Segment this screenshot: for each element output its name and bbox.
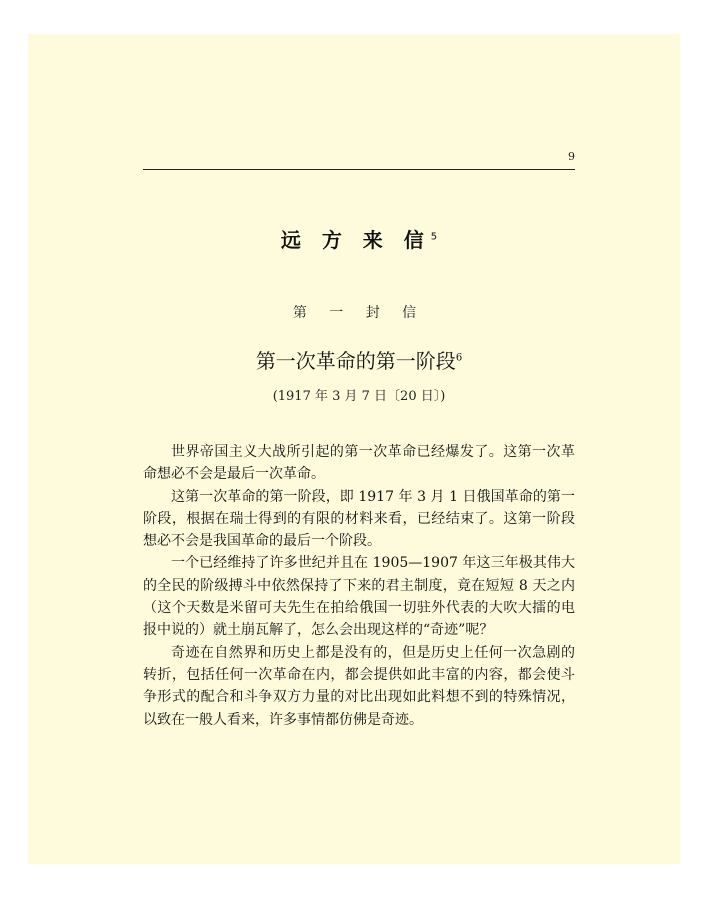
section-subtitle	[143, 345, 575, 374]
paragraph: 世界帝国主义大战所引起的第一次革命已经爆发了。这第一次革命想必不会是最后一次革命。	[143, 444, 575, 483]
paragraph: 奇迹在自然界和历史上都是没有的，但是历史上任何一次急剧的转折，包括任何一次革命在内，都会提供如此丰富的内容，都会使斗争形式的配合和斗争双方力量的对比出现如此料想不到的特殊情况，以致在一般人看来，许多事情都仿佛是奇迹。	[143, 644, 575, 728]
letter-number: 第 一 封 信	[292, 305, 426, 321]
chapter-title-text: 远 方 来 信	[280, 228, 431, 252]
paragraph: 一个已经维持了许多世纪并且在 1905—1907 年这三年极其伟大的全民的阶级搏斗中依然保持了下来的君主制度，竟在短短 8 天之内（这个天数是米留可夫先生在拍给俄国一切驻外代表的大吹大擂的电报中说的）就土崩瓦解了，怎么会出现这样的“奇迹”呢？	[143, 555, 575, 639]
header-rule	[143, 169, 575, 170]
section-subtitle-text: 第一次革命的第一阶段	[255, 349, 456, 373]
page-number: 9	[568, 150, 575, 163]
chapter-title	[143, 224, 575, 253]
paragraph: 这第一次革命的第一阶段，即 1917 年 3 月 1 日俄国革命的第一阶段，根据在瑞士得到的有限的材料来看，已经结束了。这第一阶段想必不会是我国革命的最后一个阶段。	[143, 488, 575, 550]
chapter-title-footnote: 5	[430, 231, 438, 243]
body-text	[143, 441, 575, 731]
date-line: (1917 年 3 月 7 日〔20 日〕)	[272, 389, 446, 404]
section-subtitle-footnote: 6	[455, 352, 463, 364]
